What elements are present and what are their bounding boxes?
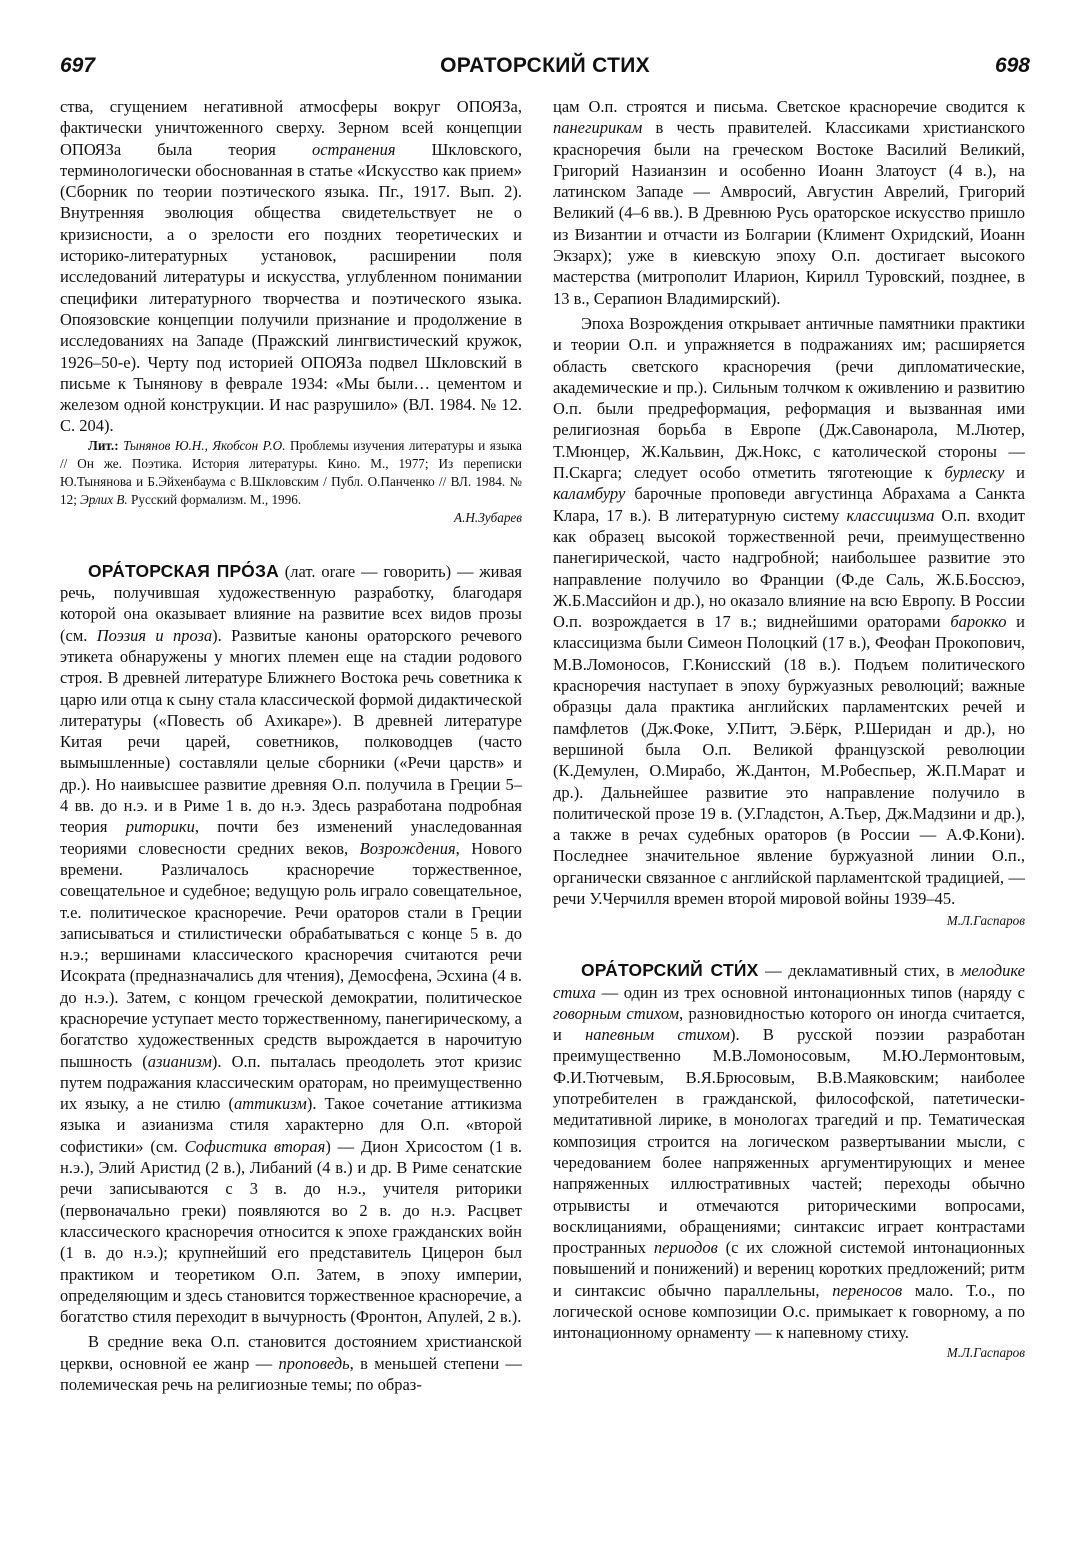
page-number-left: 697 bbox=[60, 54, 96, 77]
author-signature: М.Л.Гаспаров bbox=[946, 913, 1025, 929]
entry-heading: ОРА́ТОРСКАЯ ПРО́ЗА bbox=[88, 560, 279, 581]
page-header bbox=[60, 54, 1030, 90]
page-number-right: 698 bbox=[994, 54, 1030, 77]
author-signature: М.Л.Гаспаров bbox=[946, 1344, 1025, 1360]
continuation-paragraph: ства, сгущением негативной атмосферы вокруг ОПОЯЗа, фактически уничтоженного сверху. Зерном всей концепции ОПОЯЗа была теория остранения Шкловского, терминологически обоснованная в статье «Искусство как прием» (Сборник по теории поэтического языка. Пг., 1917. Вып. 2). Внутренняя эволюция общества свидетельствует не о кризисности, а о зрелости его поздних теоретических и историко-литературных установок, расширении поля исследований литературы и искусства, углубленном понимании специфики литературного творчества и поэтического языка. Опоязовские концепции получили признание и продолжение в исследованиях на Западе (Пражский лингвистический кружок, 1926–50-е). Черту под историей ОПОЯЗа подвел Шкловский в письме к Тынянову в феврале 1934: «Мы были… цементом и железом одной конструкции. И нас разрушило» (ВЛ. 1984. № 12. С. 204). bbox=[60, 97, 523, 436]
right-column bbox=[553, 96, 1025, 1362]
running-title: ОРАТОРСКИЙ СТИХ bbox=[440, 54, 650, 77]
paragraph: Эпоха Возрождения открывает античные памятники практики и теории О.п. и упражняется в подражаниях им; расширяется область светского красноречия (речи дипломатические, академические и пр.). Сильным толчком к оживлению и развитию О.п. были предреформация, реформация и вызванная ими религиозная борьба в Европе (Дж.Савонарола, М.Лютер, Т.Мюнцер, Ж.Кальвин, Дж.Нокс, с католической стороны — П.Скарга; следует особо отметить тяготеющие к бурлеску и каламбуру барочные проповеди августинца Абрахама а Санкта Клара, 17 в.). В литературную систему классицизма О.п. входит как образец высокой торжественной речи, преимущественно панегирической, часто надгробной; наибольшее развитие это направление получило во Франции (Ф.де Саль, Ж.Б.Боссюэ, Ж.Б.Массийон и др.), но оказало влияние на всю Европу. В России О.п. возрождается в 17 в.; виднейшими ораторами барокко и классицизма были Симеон Полоцкий (17 в.), Феофан Прокопович, М.В.Ломоносов, Г.Конисский (18 в.). Подъем политического красноречия наступает в эпоху буржуазных революций; важные образцы дала практика английских парламентских речей и памфлетов (Дж.Фоке, У.Питт, Э.Бёрк, Р.Шеридан и др.), но вершиной была О.п. Великой французской революции (К.Демулен, О.Мирабо, Ж.Дантон, М.Робеспьер, Ж.П.Марат и др.). Дальнейшее развитие это направление получило в политической прозе 19 в. (У.Гладстон, А.Тьер, Дж.Мадзини и др.), а также в речах судебных ораторов (в России — А.Ф.Кони). Последнее значительное явление буржуазной линии О.п., органически связанное с английской парламентской традицией, — речи У.Черчилля времен второй мировой войны 1939–45. М.Л.Гаспаров bbox=[553, 313, 1025, 929]
paragraph: В средние века О.п. становится достоянием христианской церкви, основной ее жанр — проповедь, в меньшей степени — полемическая речь на религиозные темы; по образ- bbox=[60, 1332, 522, 1395]
paragraph: цам О.п. строятся и письма. Светское красноречие сводится к панегирикам в честь правителей. Классиками христианского красноречия были на греческом Востоке Василий Великий, Григорий Назианзин и особенно Иоанн Златоуст (4 в.), на латинском Западе — Амвросий, Августин Аврелий, Григорий Великий (4–6 вв.). В Древнюю Русь ораторское искусство пришло из Византии и отчасти из Болгарии (Климент Охридский, Иоанн Экзарх); уже в киевскую эпоху О.п. достигает высокого мастерства (митрополит Иларион, Кирилл Туровский, позднее, в 13 в., Серапион Владимирский). bbox=[553, 97, 1025, 308]
entry-oratorskaya-proza: ОРА́ТОРСКАЯ ПРО́ЗА (лат. orare — говорить) — живая речь, получившая художественную разработку, благодаря которой она оказывает влияние на развитие всех видов прозы (см. Поэзия и проза). Развитые каноны ораторского речевого этикета обнаружены у многих племен еще на стадии родового строя. В древней литературе Ближнего Востока речь советника к царю или отца к сыну стала классической формой дидактической литературы («Повесть об Ахикаре»). В древней литературе Китая речи царей, советников, полководцев (часто вымышленные) составляли целые сборники («Речи царств» и др.). Но наивысшее развитие древняя О.п. получила в Греции 5–4 вв. до н.э. и в Риме 1 в. до н.э. Здесь разработана подробная теория риторики, почти без изменений унаследованная теориями словесности средних веков, Возрождения, Нового времени. Различалось красноречие торжественное, совещательное и судебное; ведущую роль играло совещательное, т.е. политическое красноречие. Речи ораторов стали в Греции записываться и стилистически обрабатываться с конце 5 в. до н.э.; вершинами классического красноречия считаются речи Исократа (предназначались для чтения), Демосфена, Эсхина (4 в. до н.э.). Затем, с концом греческой демократии, политическое красноречие уступает место торжественному, панегирическому, а богатство художественных средств вырождается в нарочитую пышность (азианизм). О.п. пыталась преодолеть этот кризис путем подражания классическим ораторам, но преимущественно их языку, а не стилю (аттикизм). Такое сочетание аттикизма языка и азианизма стиля характерно для О.п. «второй софистики» (см. Софистика вторая) — Дион Хрисостом (1 в. н.э.), Элий Аристид (2 в.), Либаний (4 в.) и др. В Риме сенатские речи записываются с 3 в. до н.э., учителя риторики (первоначально греки) появляются во 2 в. до н.э. Расцвет классического красноречия относится к эпохе гражданских войн (1 в. до н.э.); крупнейший его представитель Цицерон был практиком и теоретиком О.п. Затем, в эпоху империи, определяющим и здесь становится торжественное красноречие, а богатство стиля переходит в вычурность (Фронтон, Апулей, 2 в.). bbox=[60, 560, 522, 1327]
literature-list: Лит.: Тынянов Ю.Н., Якобсон Р.О. Проблемы изучения литературы и языка // Он же. Поэтика. История литературы. Кино. М., 1977; Из переписки Ю.Тынянова и Б.Эйхенбаума с В.Шкловским / Публ. О.Панченко // ВЛ. 1984. № 12; Эрлих В. Русский формализм. М., 1996. bbox=[60, 437, 522, 507]
author-signature: А.Н.Зубарев bbox=[454, 509, 522, 525]
left-column bbox=[60, 96, 522, 1395]
entry-heading: ОРА́ТОРСКИЙ СТИ́Х bbox=[581, 960, 759, 981]
entry-oratorskiy-stikh: ОРА́ТОРСКИЙ СТИ́Х — декламативный стих, в мелодике стиха — один из трех основной интонационных типов (наряду с говорным стихом, разновидностью которого он иногда считается, и напевным стихом). В русской поэзии разработан преимущественно М.В.Ломоносовым, М.Ю.Лермонтовым, Ф.И.Тютчевым, В.Я.Брюсовым, В.В.Маяковским; наиболее употребителен в гражданской, философской, патетически-медитативной лирике, в монологах трагедий и пр. Тематическая композиция строится на логическом развертывании мысли, с чередованием более напряженных аргументирующих и менее напряженных иллюстративных частей; переходы обычно отрывисты и отмечаются риторическими вопросами, восклицаниями, обращениями; синтаксис играет контрастами пространных периодов (с их сложной системой интонационных повышений и понижений) и верениц коротких предложений; ритм и синтаксис обычно параллельны, переносов мало. Т.о., по логической основе композиции О.с. примыкает к говорному, а по интонационному орнаменту — к напевному стиху. bbox=[553, 960, 1026, 1343]
